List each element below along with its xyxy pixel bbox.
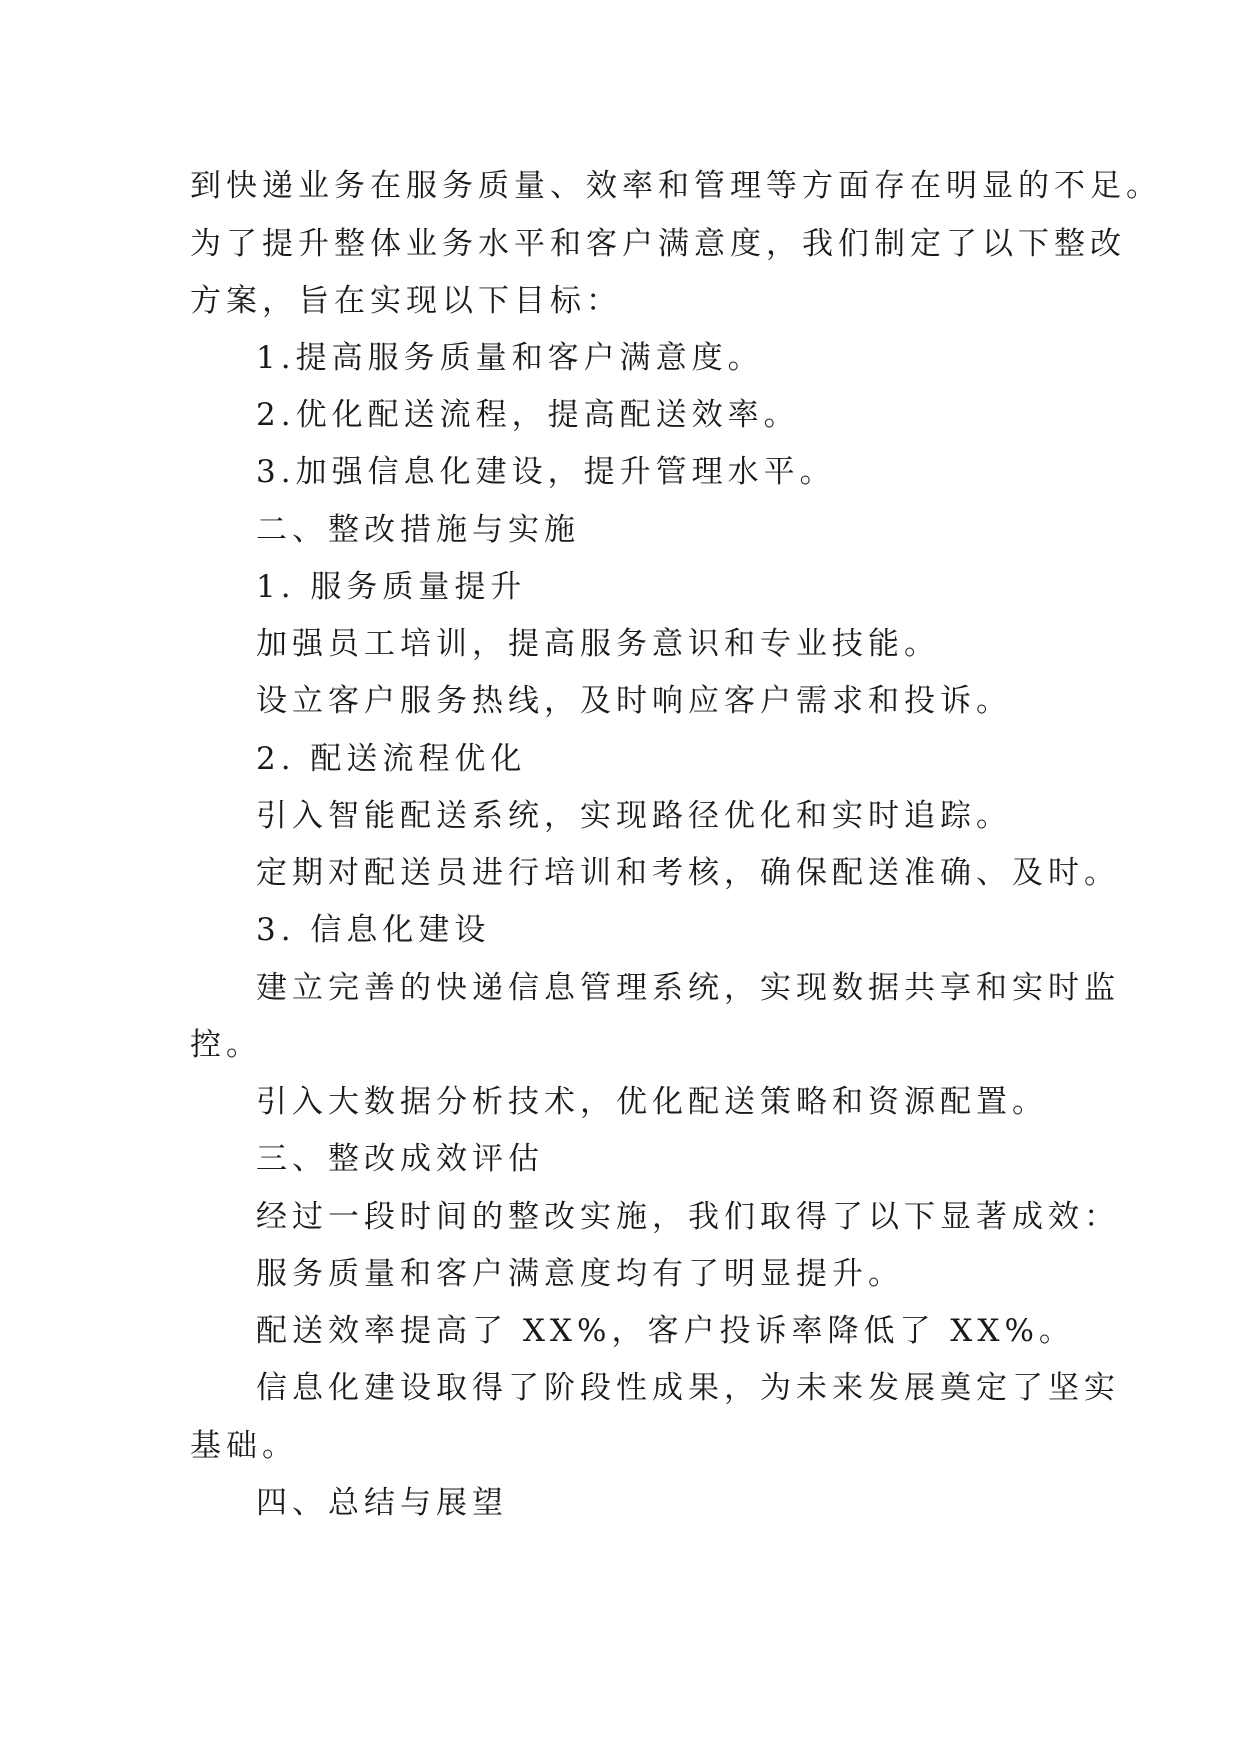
paragraph-line: 服务质量和客户满意度均有了明显提升。 (256, 1256, 904, 1292)
goal-item-3: 3.加强信息化建设，提升管理水平。 (256, 454, 836, 490)
paragraph-line: 建立完善的快递信息管理系统，实现数据共享和实时监 (256, 970, 1120, 1006)
paragraph-line: 信息化建设取得了阶段性成果，为未来发展奠定了坚实 (256, 1370, 1120, 1406)
goal-item-2: 2.优化配送流程，提高配送效率。 (256, 397, 800, 433)
paragraph-line: 为了提升整体业务水平和客户满意度，我们制定了以下整改 (190, 226, 1126, 262)
paragraph-line: 引入智能配送系统，实现路径优化和实时追踪。 (256, 798, 1012, 834)
paragraph-line: 方案，旨在实现以下目标： (190, 283, 622, 319)
goal-item-1: 1.提高服务质量和客户满意度。 (256, 340, 764, 376)
paragraph-line: 控。 (190, 1027, 262, 1063)
subsection-heading-1: 1. 服务质量提升 (256, 569, 527, 605)
paragraph-line: 经过一段时间的整改实施，我们取得了以下显著成效： (256, 1199, 1120, 1235)
paragraph-line: 加强员工培训，提高服务意识和专业技能。 (256, 626, 940, 662)
paragraph-line: 到快递业务在服务质量、效率和管理等方面存在明显的不足。 (190, 168, 1162, 204)
section-heading-2: 二、整改措施与实施 (256, 512, 580, 548)
paragraph-line: 基础。 (190, 1428, 298, 1464)
section-heading-3: 三、整改成效评估 (256, 1141, 544, 1177)
paragraph-line: 配送效率提高了 XX%，客户投诉率降低了 XX%。 (256, 1313, 1075, 1349)
paragraph-line: 定期对配送员进行培训和考核，确保配送准确、及时。 (256, 855, 1120, 891)
paragraph-line: 设立客户服务热线，及时响应客户需求和投诉。 (256, 683, 1012, 719)
section-heading-4: 四、总结与展望 (256, 1485, 508, 1521)
subsection-heading-2: 2. 配送流程优化 (256, 741, 527, 777)
paragraph-line: 引入大数据分析技术，优化配送策略和资源配置。 (256, 1084, 1048, 1120)
subsection-heading-3: 3. 信息化建设 (256, 912, 491, 948)
